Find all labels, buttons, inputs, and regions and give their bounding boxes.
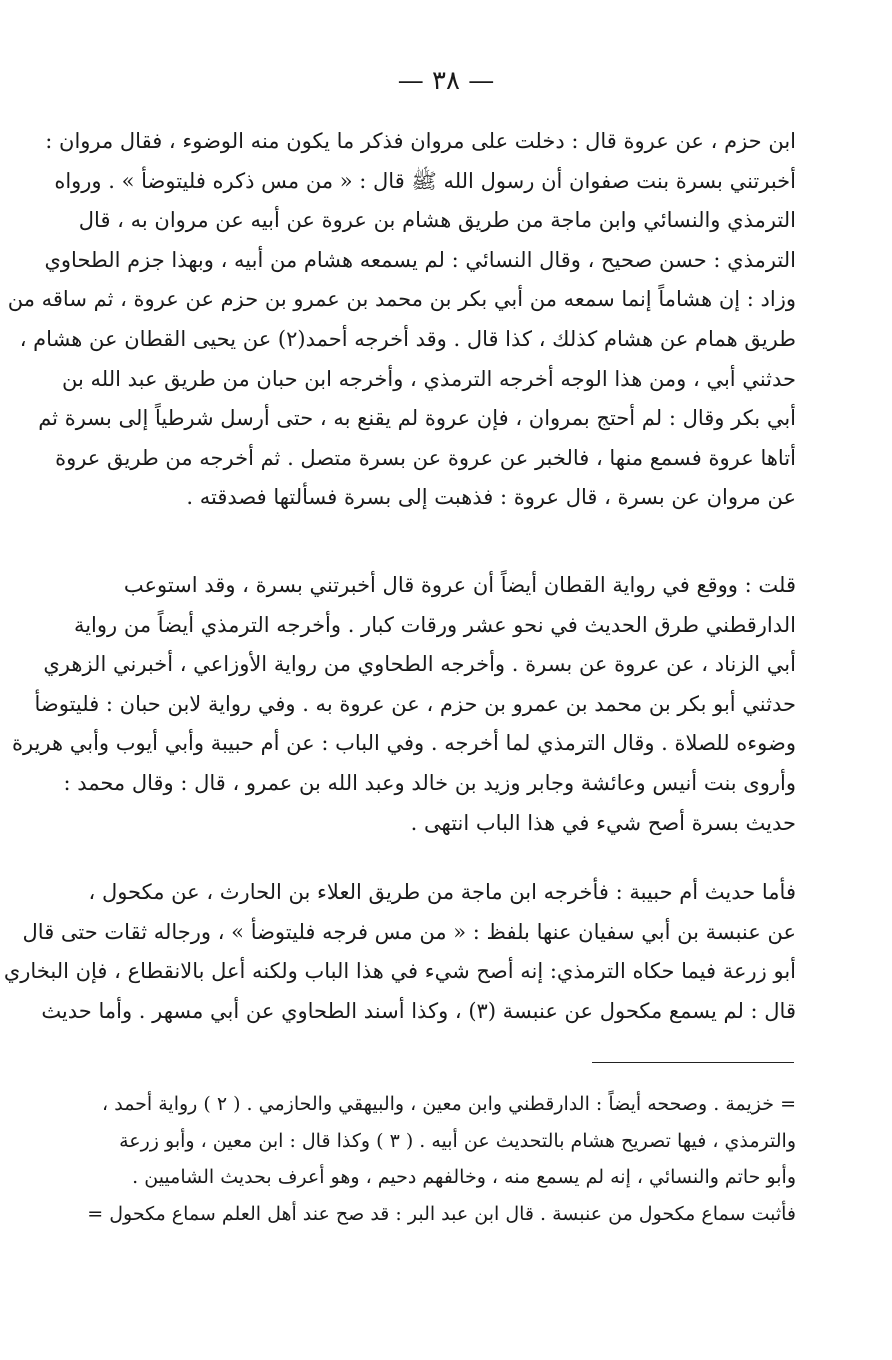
footnotes xyxy=(68,1086,796,1232)
paragraph-body xyxy=(7,122,796,518)
text-line: أبي الزناد ، عن عروة عن بسرة . وأخرجه الطحاوي من رواية الأوزاعي ، أخبرني الزهري xyxy=(43,652,796,677)
text-line: قلت : ووقع في رواية القطان أيضاً أن عروة قال أخبرتني بسرة ، وقد استوعب xyxy=(123,573,796,597)
text-line: عن مروان عن بسرة ، قال عروة : فذهبت إلى بسرة فسألتها فصدقته . xyxy=(186,485,796,510)
text-line: الترمذي والنسائي وابن ماجة من طريق هشام بن عروة عن أبيه عن مروان به ، قال xyxy=(78,208,796,233)
paragraph-2 xyxy=(11,566,796,843)
footnote-line: وأبو حاتم والنسائي ، إنه لم يسمع منه ، وخالفهم دحيم ، وهو أعرف بحديث الشاميين . xyxy=(132,1166,796,1188)
text-line: أبو زرعة فيما حكاه الترمذي: إنه أصح شيء في هذا الباب ولكنه أعل بالانقطاع ، فإن البخاري xyxy=(3,959,796,984)
text-line: طريق همام عن هشام كذلك ، كذا قال . وقد أخرجه أحمد(٢) عن يحيى القطان عن هشام ، xyxy=(19,326,796,351)
text-line: حديث بسرة أصح شيء في هذا الباب انتهى . xyxy=(410,810,796,835)
text-line: قال : لم يسمع مكحول عن عنبسة (٣) ، وكذا أسند الطحاوي عن أبي مسهر . وأما حديث xyxy=(41,998,796,1023)
text-line: أبي بكر وقال : لم أحتج بمروان ، فإن عروة لم يقنع به ، حتى أرسل شرطياً إلى بسرة ثم xyxy=(38,406,796,431)
text-line: فأما حديث أم حبيبة : فأخرجه ابن ماجة من طريق العلاء بن الحارث ، عن مكحول ، xyxy=(88,880,796,904)
footnote-separator xyxy=(592,1062,794,1063)
paragraph-body xyxy=(3,873,796,1031)
text-line: وضوءه للصلاة . وقال الترمذي لما أخرجه . وفي الباب : عن أم حبيبة وأبي أيوب وأبي هريرة xyxy=(11,731,796,756)
text-line: أتاها عروة فسمع منها ، فالخبر عن عروة عن بسرة متصل . ثم أخرجه من طريق عروة xyxy=(55,445,796,470)
text-line: ابن حزم ، عن عروة قال : دخلت على مروان فذكر ما يكون منه الوضوء ، فقال مروان : xyxy=(45,129,796,153)
paragraph-body xyxy=(11,566,796,843)
text-line: عن عنبسة بن أبي سفيان عنها بلفظ : « من مس فرجه فليتوضأ » ، ورجاله ثقات حتى قال xyxy=(22,919,796,944)
text-line: الدارقطني طرق الحديث في نحو عشر ورقات كبار . وأخرجه الترمذي أيضاً من رواية xyxy=(73,612,796,637)
text-line: أخبرتني بسرة بنت صفوان أن رسول الله ﷺ قال : « من مس ذكره فليتوضأ » . ورواه xyxy=(54,168,796,193)
footnote-line: = خزيمة . وصححه أيضاً : الدارقطني وابن معين ، والبيهقي والحازمي . ( ٢ ) رواية أحمد ، xyxy=(102,1093,796,1115)
text-line: حدثني أبو بكر بن محمد بن عمرو بن حزم ، عن عروة به . وفي رواية لابن حبان : فليتوضأ xyxy=(34,691,796,716)
page-number: — ٣٨ — xyxy=(397,66,495,96)
footnotes-body xyxy=(68,1086,796,1232)
text-line: وأروى بنت أنيس وعائشة وجابر وزيد بن خالد وعبد الله بن عمرو ، قال : وقال محمد : xyxy=(63,770,796,795)
text-line: حدثني أبي ، ومن هذا الوجه أخرجه الترمذي ، وأخرجه ابن حبان من طريق عبد الله بن xyxy=(61,366,796,391)
text-line: الترمذي : حسن صحيح ، وقال النسائي : لم يسمعه هشام من أبيه ، وبهذا جزم الطحاوي xyxy=(44,247,796,272)
text-line: وزاد : إن هشاماً إنما سمعه من أبي بكر بن محمد بن عمرو بن حزم عن عروة ، ثم ساقه من xyxy=(7,287,796,312)
paragraph-3 xyxy=(3,873,796,1031)
paragraph-1 xyxy=(7,122,796,518)
footnote-line: والترمذي ، فيها تصريح هشام بالتحديث عن أبيه . ( ٣ ) وكذا قال : ابن معين ، وأبو زرعة xyxy=(119,1129,796,1152)
footnote-line: فأثبت سماع مكحول من عنبسة . قال ابن عبد البر : قد صح عند أهل العلم سماع مكحول = xyxy=(87,1202,796,1225)
